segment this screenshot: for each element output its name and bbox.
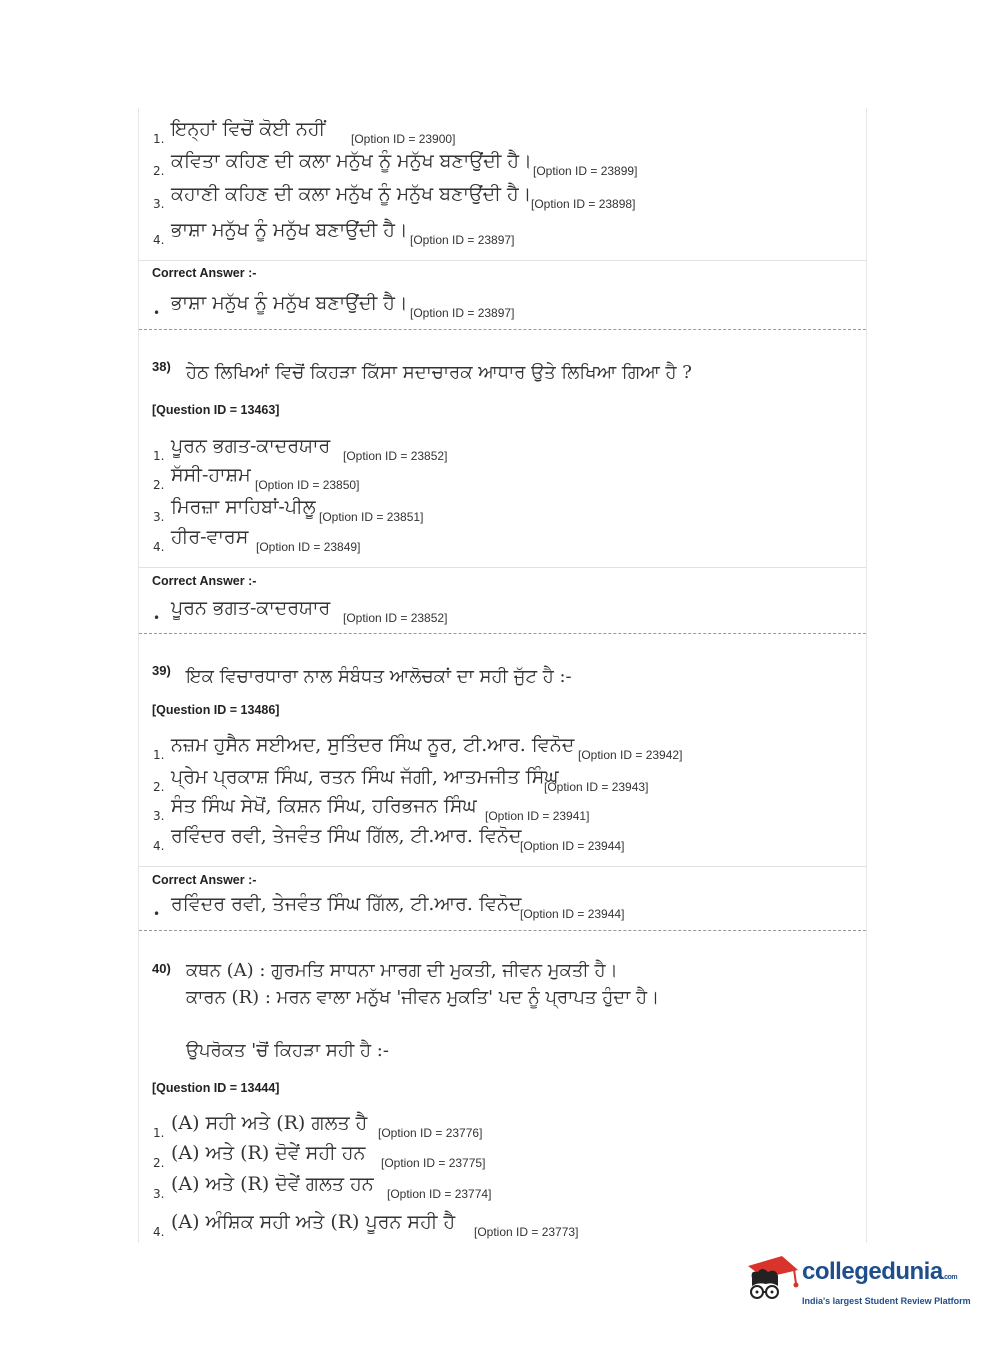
option-text: (A) ਅਤੇ (R) ਦੋਵੇਂ ਸਹੀ ਹਨ <box>171 1142 366 1164</box>
logo-wordmark <box>802 1258 957 1286</box>
bullet: • <box>153 907 161 921</box>
option-number: 1. <box>153 748 165 762</box>
option-text: ਪ੍ਰੇਮ ਪ੍ਰਕਾਸ਼ ਸਿੰਘ, ਰਤਨ ਸਿੰਘ ਜੱਗੀ, ਆਤਮਜੀਤ ਸਿੰਘ <box>171 766 559 788</box>
option-text: (A) ਸਹੀ ਅਤੇ (R) ਗਲਤ ਹੈ <box>171 1112 368 1134</box>
option-number: 1. <box>153 449 165 463</box>
question-divider <box>139 930 866 931</box>
option-text: ਨਜ਼ਮ ਹੁਸੈਨ ਸਈਅਦ, ਸੁਤਿੰਦਰ ਸਿੰਘ ਨੂਰ, ਟੀ.ਆਰ. ਵਿਨੋਦ <box>171 734 575 756</box>
option-id: [Option ID = 23852] <box>343 611 448 625</box>
option-number: 1. <box>153 1126 165 1140</box>
correct-answer-label: Correct Answer :- <box>152 873 257 887</box>
question-text: ਇਕ ਵਿਚਾਰਧਾਰਾ ਨਾਲ ਸੰਬੰਧਤ ਆਲੋਚਕਾਂ ਦਾ ਸਹੀ ਜੁੱਟ ਹੈ :- <box>186 666 572 687</box>
question-prompt: ਉਪਰੋਕਤ 'ਚੋਂ ਕਿਹੜਾ ਸਹੀ ਹੈ :- <box>186 1040 389 1061</box>
option-text: ਸੱਸੀ-ਹਾਸ਼ਮ <box>171 464 251 486</box>
question-number: 38) <box>152 359 171 374</box>
reason-line: ਕਾਰਨ (R) : ਮਰਨ ਵਾਲਾ ਮਨੁੱਖ 'ਜੀਵਨ ਮੁਕਤਿ' ਪਦ ਨੂੰ ਪ੍ਰਾਪਤ ਹੁੰਦਾ ਹੈ। <box>186 987 660 1008</box>
option-id: [Option ID = 23900] <box>351 132 456 146</box>
option-text: ਰਵਿੰਦਰ ਰਵੀ, ਤੇਜਵੰਤ ਸਿੰਘ ਗਿੱਲ, ਟੀ.ਆਰ. ਵਿਨੋਦ <box>171 825 522 847</box>
option-id: [Option ID = 23849] <box>256 540 361 554</box>
option-id: [Option ID = 23943] <box>544 780 649 794</box>
question-number: 39) <box>152 663 171 678</box>
option-text: ਕਹਾਣੀ ਕਹਿਣ ਦੀ ਕਲਾ ਮਨੁੱਖ ਨੂੰ ਮਨੁੱਖ ਬਣਾਉਂਦੀ ਹੈ। <box>171 183 532 205</box>
option-id: [Option ID = 23774] <box>387 1187 492 1201</box>
option-id: [Option ID = 23897] <box>410 306 515 320</box>
option-number: 3. <box>153 510 165 524</box>
option-number: 2. <box>153 478 165 492</box>
option-id: [Option ID = 23850] <box>255 478 360 492</box>
option-number: 1. <box>153 132 165 146</box>
logo-domain: .com <box>942 1274 958 1281</box>
option-id: [Option ID = 23899] <box>533 164 638 178</box>
question-divider <box>139 633 866 634</box>
assertion-line: ਕਥਨ (A) : ਗੁਰਮਤਿ ਸਾਧਨਾ ਮਾਰਗ ਦੀ ਮੁਕਤੀ, ਜੀਵਨ ਮੁਕਤੀ ਹੈ। <box>186 960 618 981</box>
option-id: [Option ID = 23942] <box>578 748 683 762</box>
option-text: ਭਾਸ਼ਾ ਮਨੁੱਖ ਨੂੰ ਮਨੁੱਖ ਬਣਾਉਂਦੀ ਹੈ। <box>171 219 408 241</box>
question-divider <box>139 329 866 330</box>
option-id: [Option ID = 23944] <box>520 839 625 853</box>
option-number: 3. <box>153 197 165 211</box>
option-text: ਹੀਰ-ਵਾਰਸ <box>171 526 249 548</box>
option-text: ਮਿਰਜ਼ਾ ਸਾਹਿਬਾਂ-ਪੀਲੂ <box>171 496 316 518</box>
correct-answer-text: ਭਾਸ਼ਾ ਮਨੁੱਖ ਨੂੰ ਮਨੁੱਖ ਬਣਾਉਂਦੀ ਹੈ। <box>171 292 408 314</box>
option-id: [Option ID = 23773] <box>474 1225 579 1239</box>
option-number: 2. <box>153 164 165 178</box>
collegedunia-logo <box>742 1252 972 1312</box>
bullet: • <box>153 306 161 320</box>
correct-answer-text: ਰਵਿੰਦਰ ਰਵੀ, ਤੇਜਵੰਤ ਸਿੰਘ ਗਿੱਲ, ਟੀ.ਆਰ. ਵਿਨੋਦ <box>171 893 522 915</box>
option-number: 4. <box>153 839 165 853</box>
bullet: • <box>153 611 161 625</box>
logo-tagline: India's largest Student Review Platform <box>802 1296 971 1306</box>
option-number: 4. <box>153 540 165 554</box>
question-text: ਹੇਠ ਲਿਖਿਆਂ ਵਿਚੋਂ ਕਿਹੜਾ ਕਿੱਸਾ ਸਦਾਚਾਰਕ ਆਧਾਰ ਉਤੇ ਲਿਖਿਆ ਗਿਆ ਹੈ ? <box>186 362 692 383</box>
option-text: (A) ਅਤੇ (R) ਦੋਵੇਂ ਗਲਤ ਹਨ <box>171 1173 374 1195</box>
question-id: [Question ID = 13486] <box>152 703 280 717</box>
option-id: [Option ID = 23944] <box>520 907 625 921</box>
option-text: ਇਨ੍ਹਾਂ ਵਿਚੋਂ ਕੋਈ ਨਹੀਂ <box>171 118 326 140</box>
option-id: [Option ID = 23897] <box>410 233 515 247</box>
option-text: ਪੂਰਨ ਭਗਤ-ਕਾਦਰਯਾਰ <box>171 435 331 457</box>
option-text: ਕਵਿਤਾ ਕਹਿਣ ਦੀ ਕਲਾ ਮਨੁੱਖ ਨੂੰ ਮਨੁੱਖ ਬਣਾਉਂਦੀ ਹੈ। <box>171 150 532 172</box>
option-text: (A) ਅੰਸ਼ਿਕ ਸਹੀ ਅਤੇ (R) ਪੂਰਨ ਸਹੀ ਹੈ <box>171 1211 456 1233</box>
option-id: [Option ID = 23776] <box>378 1126 483 1140</box>
option-id: [Option ID = 23775] <box>381 1156 486 1170</box>
question-number: 40) <box>152 961 171 976</box>
option-number: 4. <box>153 233 165 247</box>
option-id: [Option ID = 23941] <box>485 809 590 823</box>
option-number: 2. <box>153 780 165 794</box>
option-number: 3. <box>153 809 165 823</box>
logo-name: collegedunia <box>802 1258 943 1285</box>
option-number: 2. <box>153 1156 165 1170</box>
option-id: [Option ID = 23898] <box>531 197 636 211</box>
divider <box>139 567 866 568</box>
option-id: [Option ID = 23852] <box>343 449 448 463</box>
option-id: [Option ID = 23851] <box>319 510 424 524</box>
option-text: ਸੰਤ ਸਿੰਘ ਸੇਖੋਂ, ਕਿਸ਼ਨ ਸਿੰਘ, ਹਰਿਭਜਨ ਸਿੰਘ <box>171 795 477 817</box>
option-number: 3. <box>153 1187 165 1201</box>
question-paper-page <box>138 108 867 1243</box>
divider <box>139 866 866 867</box>
correct-answer-label: Correct Answer :- <box>152 266 257 280</box>
option-number: 4. <box>153 1225 165 1239</box>
divider <box>139 260 866 261</box>
question-id: [Question ID = 13444] <box>152 1081 280 1095</box>
question-id: [Question ID = 13463] <box>152 403 280 417</box>
correct-answer-label: Correct Answer :- <box>152 574 257 588</box>
student-mascot-icon <box>742 1252 800 1310</box>
correct-answer-text: ਪੂਰਨ ਭਗਤ-ਕਾਦਰਯਾਰ <box>171 597 331 619</box>
